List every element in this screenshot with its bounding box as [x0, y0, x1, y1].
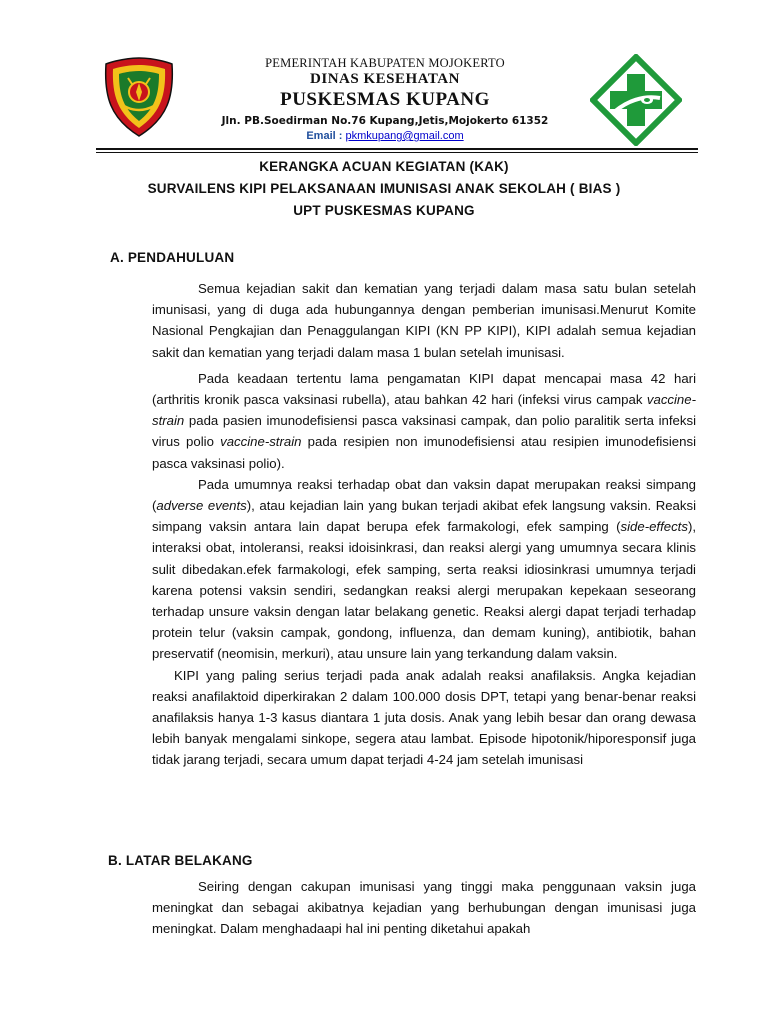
- paragraph-a3: Pada umumnya reaksi terhadap obat dan vaksin dapat merupakan reaksi simpang (adverse events), atau kejadian lain yang bukan terjadi akibat efek langsung vaksin. Reaksi simpang vaksin antara lain dapat berupa efek farmakologi, efek samping (side-effects), interaksi obat, intoleransi, reaksi idoisinkrasi, dan reaksi alergi yang umumnya secara klinis sulit dibedakan.efek farmakologi, efek samping, serta reaksi idiosinkrasi umumnya terjadi karena potensi vaksin sendiri, sedangkan reaksi alergi merupakan kepekaan seseorang terhadap unsure vaksin dengan latar belakang genetic. Reaksi alergi dapat terjadi terhadap protein telur (vaksin campak, gondong, influenza, dan demam kuning), antibiotik, bahan preservatif (neomisin, merkuri), atau unsure lain yang terkandung dalam vaksin.: [152, 476, 696, 662]
- letterhead-rule: [96, 148, 698, 150]
- title-line-3: UPT PUSKESMAS KUPANG: [293, 203, 475, 218]
- document-title-block: [80, 156, 688, 222]
- title-line-2: SURVAILENS KIPI PELAKSANAAN IMUNISASI ANAK SEKOLAH ( BIAS ): [147, 181, 621, 196]
- institution-name: PUSKESMAS KUPANG: [280, 89, 490, 110]
- paragraph-b1: Seiring dengan cakupan imunisasi yang tinggi maka penggunaan vaksin juga meningkat dan sebagai akibatnya kejadian yang berhubungan dengan imunisasi juga meningkat. Dalam menghadaapi hal ini penting diketahui apakah: [152, 879, 696, 937]
- email-label: Email :: [306, 130, 346, 142]
- department-name: DINAS KESEHATAN: [310, 71, 460, 87]
- puskesmas-green-cross-icon: [590, 54, 682, 146]
- kabupaten-mojokerto-emblem-icon: [102, 56, 176, 138]
- letterhead-rule-thin: [96, 152, 698, 153]
- paragraph-a2: Pada keadaan tertentu lama pengamatan KIPI dapat mencapai masa 42 hari (arthritis kronik pasca vaksinasi rubella), atau bahkan 42 hari (infeksi virus campak vaccine-strain pada pasien imunodefisiensi pasca vaksinasi campak, dan polio paralitik serta infeksi virus polio vaccine-strain pada resipien non imunodefisiensi atau resipien imunodefisiensi pasca vaksinasi polio).: [152, 370, 696, 471]
- email-line: [200, 128, 570, 144]
- paragraph-a1: Semua kejadian sakit dan kematian yang terjadi dalam masa satu bulan setelah imunisasi, yang di duga ada hubungannya dengan pemberian imunisasi.Menurut Komite Nasional Pengkajian dan Penaggulangan KIPI (KN PP KIPI), KIPI adalah semua kejadian sakit dan kematian yang terjadi dalam masa 1 bulan setelah imunisasi.: [152, 281, 696, 360]
- paragraph-a4: KIPI yang paling serius terjadi pada anak adalah reaksi anafilaksis. Angka kejadian reaksi anafilaktoid diperkirakan 2 dalam 100.000 dosis DPT, tetapi yang benar-benar reaksi anafilaksis hanya 1-3 kasus diantara 1 juta dosis. Anak yang lebih besar dan orang dewasa lebih banyak mengalami sinkope, segera atau lambat. Episode hipotonik/hiporesponsif juga tidak jarang terjadi, secara umum dapat terjadi 4-24 jam setelah imunisasi: [152, 667, 696, 768]
- section-b-heading: B. LATAR BELAKANG: [108, 853, 253, 868]
- letterhead: [90, 50, 698, 150]
- email-link[interactable]: pkmkupang@gmail.com: [345, 130, 464, 142]
- government-name: PEMERINTAH KABUPATEN MOJOKERTO: [265, 56, 505, 70]
- section-a-body: [152, 278, 696, 771]
- section-b-body: [152, 876, 696, 940]
- address: Jln. PB.Soedirman No.76 Kupang,Jetis,Mojokerto 61352: [221, 115, 549, 127]
- title-line-1: KERANGKA ACUAN KEGIATAN (KAK): [259, 159, 509, 174]
- letterhead-text: [200, 56, 570, 144]
- section-a-heading: A. PENDAHULUAN: [110, 250, 235, 265]
